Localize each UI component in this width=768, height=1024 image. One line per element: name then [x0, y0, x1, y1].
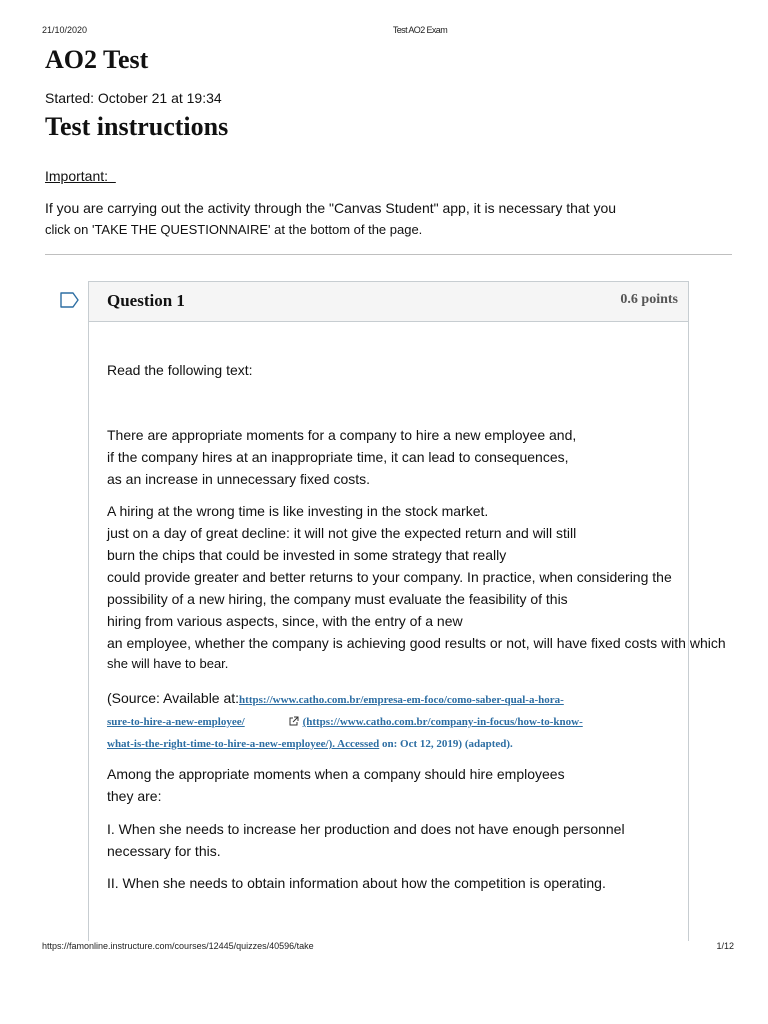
divider	[45, 254, 732, 255]
print-date: 21/10/2020	[42, 25, 88, 35]
instructions-heading: Test instructions	[45, 112, 229, 141]
statement-item: I. When she needs to increase her production and does not have enough personnel	[107, 821, 625, 837]
statement-item: necessary for this.	[107, 843, 221, 859]
source-suffix: on: Oct 12, 2019) (adapted).	[379, 738, 513, 750]
quiz-started-time: Started: October 21 at 19:34	[45, 90, 222, 106]
question-intro: Read the following text:	[107, 362, 253, 378]
passage-line: just on a day of great decline: it will not give the expected return and will still	[107, 525, 577, 541]
source-link[interactable]: sure-to-hire-a-new-employee/	[107, 716, 245, 728]
print-url: https://famonline.instructure.com/courses/12445/quizzes/40596/take	[42, 941, 314, 951]
passage-line: possibility of a new hiring, the company must evaluate the feasibility of this	[107, 591, 568, 607]
source-citation	[107, 687, 564, 711]
passage-line: as an increase in unnecessary fixed costs.	[107, 471, 371, 487]
statement-item: II. When she needs to obtain information about how the competition is operating.	[107, 875, 606, 891]
source-link-translated[interactable]: (https://www.catho.com.br/company-in-focus/how-to-know-	[302, 716, 583, 728]
quiz-title: AO2 Test	[45, 45, 149, 74]
question-prompt: they are:	[107, 788, 162, 804]
question-prompt: Among the appropriate moments when a company should hire employees	[107, 766, 565, 782]
question-header	[89, 282, 688, 322]
source-link-translated[interactable]: what-is-the-right-time-to-hire-a-new-employee/). Accessed	[107, 738, 380, 750]
instructions-text: click on 'TAKE THE QUESTIONNAIRE' at the bottom of the page.	[45, 222, 423, 237]
question-title: Question 1	[107, 291, 185, 310]
question-points: 0.6 points	[620, 292, 678, 307]
instructions-text: If you are carrying out the activity through the "Canvas Student" app, it is necessary that you	[45, 200, 617, 216]
external-link-icon	[289, 716, 299, 726]
print-page-number: 1/12	[716, 941, 734, 951]
source-link[interactable]: https://www.catho.com.br/empresa-em-foco/como-saber-qual-a-hora-	[239, 694, 564, 706]
source-prefix: (Source: Available at:	[107, 690, 240, 706]
flag-question-icon[interactable]	[60, 292, 80, 308]
passage-line: A hiring at the wrong time is like investing in the stock market.	[107, 503, 489, 519]
passage-line: burn the chips that could be invested in some strategy that really	[107, 547, 507, 563]
passage-line: an employee, whether the company is achieving good results or not, will have fixed costs with which	[107, 635, 726, 651]
passage-line: if the company hires at an inappropriate time, it can lead to consequences,	[107, 449, 569, 465]
passage-line: she will have to bear.	[107, 656, 229, 671]
source-citation	[107, 709, 583, 733]
passage-line: could provide greater and better returns to your company. In practice, when considering the	[107, 569, 672, 585]
passage-line: hiring from various aspects, since, with the entry of a new	[107, 613, 463, 629]
source-citation	[107, 731, 513, 755]
print-page-title: Test AO2 Exam	[392, 25, 448, 35]
passage-line: There are appropriate moments for a company to hire a new employee and,	[107, 427, 577, 443]
important-label: Important:	[45, 168, 116, 184]
